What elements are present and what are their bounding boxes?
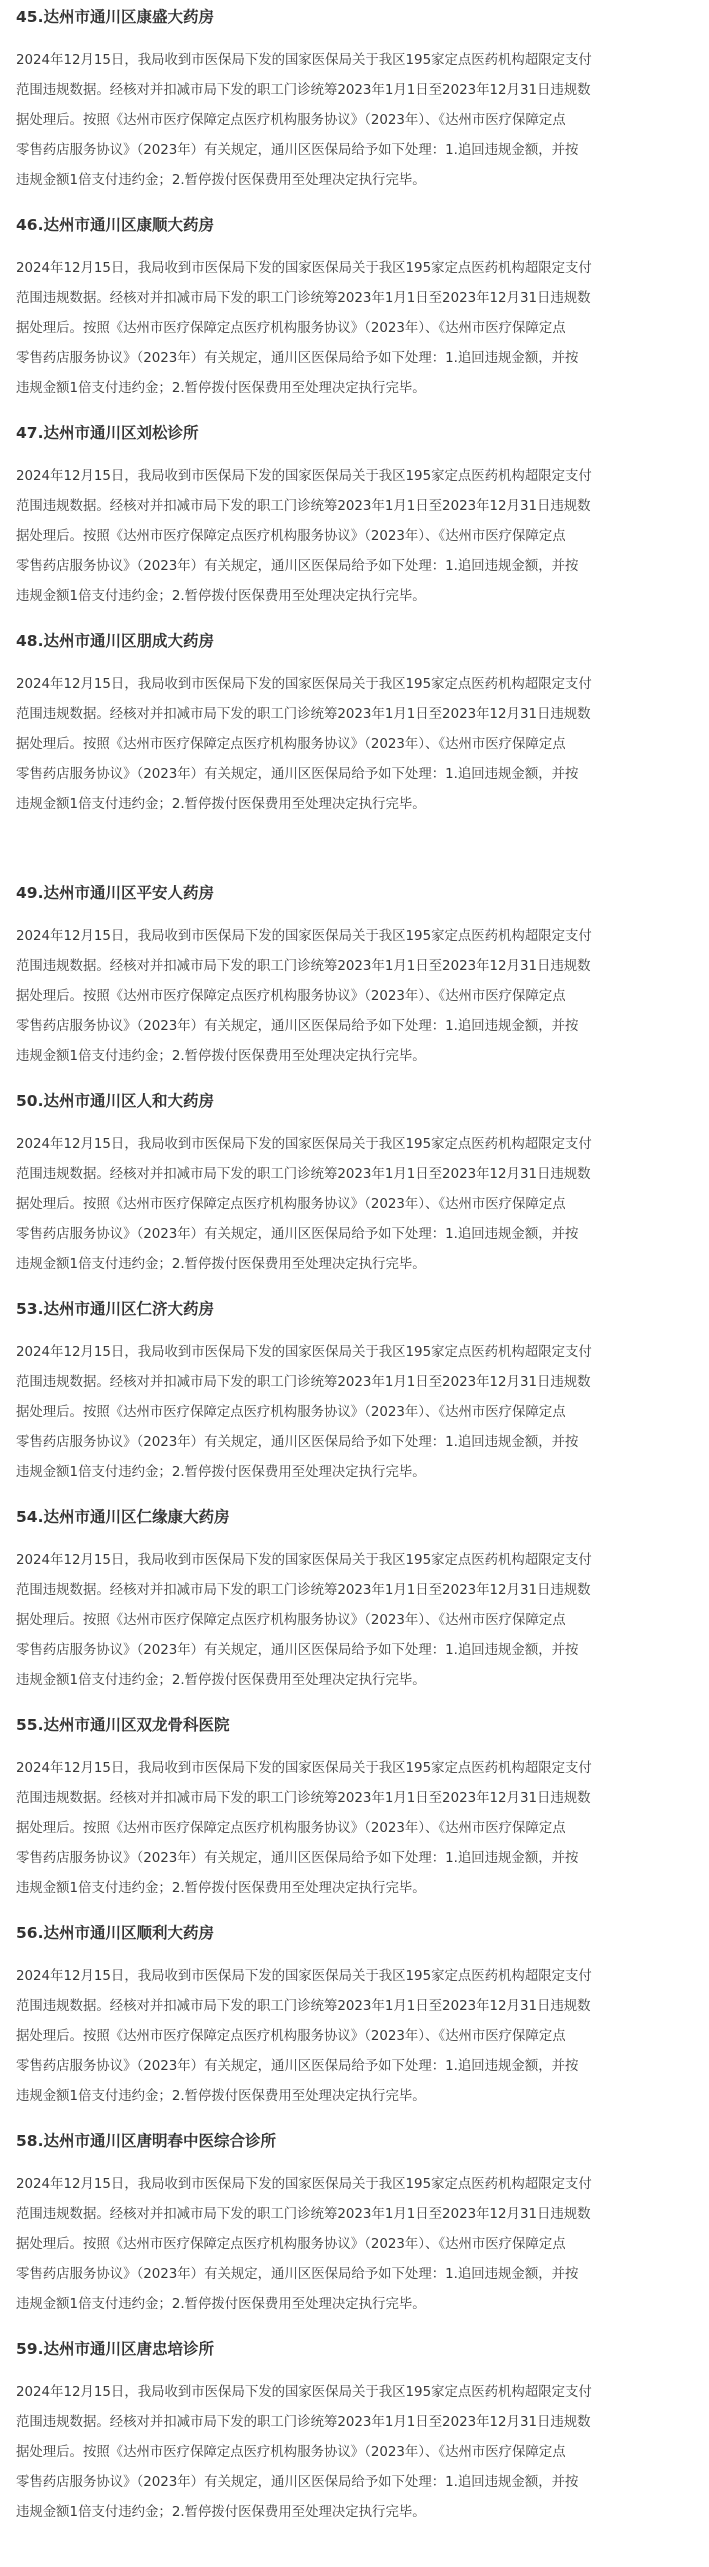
paragraph-line: 零售药店服务协议》（2023年）有关规定，通川区医保局给予如下处理：1.追回违规金额，并按 (16, 2475, 579, 2490)
paragraph-line: 违规金额1倍支付违约金；2.暂停拨付医保费用至处理决定执行完毕。 (16, 589, 426, 604)
paragraph-line: 零售药店服务协议》（2023年）有关规定，通川区医保局给予如下处理：1.追回违规金额，并按 (16, 1851, 579, 1866)
penalty-entry (16, 1500, 697, 1708)
paragraph-line: 范围违规数据。经核对并扣减市局下发的职工门诊统筹2023年1月1日至2023年12月31日违规数 (16, 291, 591, 306)
entry-gap (16, 612, 697, 624)
paragraph-line: 2024年12月15日，我局收到市医保局下发的国家医保局关于我区195家定点医药机构超限定支付 (16, 2385, 592, 2400)
entry-title: 48.达州市通川区朋成大药房 (16, 632, 214, 650)
penalty-entry (16, 1708, 697, 1916)
paragraph-line: 违规金额1倍支付违约金；2.暂停拨付医保费用至处理决定执行完毕。 (16, 1257, 426, 1272)
entry-paragraph (16, 1338, 697, 1488)
entry-title: 54.达州市通川区仁缘康大药房 (16, 1508, 230, 1526)
penalty-entry (16, 0, 697, 208)
paragraph-line: 零售药店服务协议》（2023年）有关规定，通川区医保局给予如下处理：1.追回违规金额，并按 (16, 2059, 579, 2074)
paragraph-line: 范围违规数据。经核对并扣减市局下发的职工门诊统筹2023年1月1日至2023年12月31日违规数 (16, 1375, 591, 1390)
entry-title: 50.达州市通川区人和大药房 (16, 1092, 214, 1110)
entry-title: 46.达州市通川区康顺大药房 (16, 216, 214, 234)
paragraph-line: 范围违规数据。经核对并扣减市局下发的职工门诊统筹2023年1月1日至2023年12月31日违规数 (16, 1999, 591, 2014)
entry-paragraph (16, 1962, 697, 2112)
paragraph-line: 据处理后。按照《达州市医疗保障定点医疗机构服务协议》（2023年）、《达州市医疗保障定点 (16, 113, 566, 128)
penalty-entry (16, 1084, 697, 1292)
entry-title: 49.达州市通川区平安人药房 (16, 884, 214, 902)
entry-paragraph (16, 1754, 697, 1904)
paragraph-line: 违规金额1倍支付违约金；2.暂停拨付医保费用至处理决定执行完毕。 (16, 1049, 426, 1064)
entry-paragraph (16, 2170, 697, 2320)
paragraph-line: 2024年12月15日，我局收到市医保局下发的国家医保局关于我区195家定点医药机构超限定支付 (16, 1553, 592, 1568)
entry-paragraph (16, 462, 697, 612)
paragraph-line: 据处理后。按照《达州市医疗保障定点医疗机构服务协议》（2023年）、《达州市医疗保障定点 (16, 1405, 566, 1420)
paragraph-line: 据处理后。按照《达州市医疗保障定点医疗机构服务协议》（2023年）、《达州市医疗保障定点 (16, 2029, 566, 2044)
paragraph-line: 2024年12月15日，我局收到市医保局下发的国家医保局关于我区195家定点医药机构超限定支付 (16, 1761, 592, 1776)
entry-paragraph (16, 1546, 697, 1696)
paragraph-line: 违规金额1倍支付违约金；2.暂停拨付医保费用至处理决定执行完毕。 (16, 1673, 426, 1688)
paragraph-line: 零售药店服务协议》（2023年）有关规定，通川区医保局给予如下处理：1.追回违规金额，并按 (16, 1435, 579, 1450)
penalty-entry (16, 416, 697, 624)
paragraph-line: 零售药店服务协议》（2023年）有关规定，通川区医保局给予如下处理：1.追回违规金额，并按 (16, 2267, 579, 2282)
paragraph-line: 2024年12月15日，我局收到市医保局下发的国家医保局关于我区195家定点医药机构超限定支付 (16, 2177, 592, 2192)
paragraph-line: 2024年12月15日，我局收到市医保局下发的国家医保局关于我区195家定点医药机构超限定支付 (16, 929, 592, 944)
entry-gap (16, 404, 697, 416)
entry-paragraph (16, 670, 697, 820)
entry-gap (16, 196, 697, 208)
penalty-entry (16, 876, 697, 1084)
paragraph-line: 2024年12月15日，我局收到市医保局下发的国家医保局关于我区195家定点医药机构超限定支付 (16, 469, 592, 484)
paragraph-line: 据处理后。按照《达州市医疗保障定点医疗机构服务协议》（2023年）、《达州市医疗保障定点 (16, 2237, 566, 2252)
paragraph-line: 据处理后。按照《达州市医疗保障定点医疗机构服务协议》（2023年）、《达州市医疗保障定点 (16, 989, 566, 1004)
paragraph-line: 违规金额1倍支付违约金；2.暂停拨付医保费用至处理决定执行完毕。 (16, 173, 426, 188)
entry-gap (16, 2320, 697, 2332)
paragraph-line: 范围违规数据。经核对并扣减市局下发的职工门诊统筹2023年1月1日至2023年12月31日违规数 (16, 2415, 591, 2430)
paragraph-line: 据处理后。按照《达州市医疗保障定点医疗机构服务协议》（2023年）、《达州市医疗保障定点 (16, 529, 566, 544)
paragraph-line: 2024年12月15日，我局收到市医保局下发的国家医保局关于我区195家定点医药机构超限定支付 (16, 677, 592, 692)
penalty-entry (16, 2332, 697, 2540)
entry-paragraph (16, 2378, 697, 2528)
paragraph-line: 违规金额1倍支付违约金；2.暂停拨付医保费用至处理决定执行完毕。 (16, 2297, 426, 2312)
paragraph-line: 2024年12月15日，我局收到市医保局下发的国家医保局关于我区195家定点医药机构超限定支付 (16, 53, 592, 68)
paragraph-line: 范围违规数据。经核对并扣减市局下发的职工门诊统筹2023年1月1日至2023年12月31日违规数 (16, 707, 591, 722)
entry-title: 58.达州市通川区唐明春中医综合诊所 (16, 2132, 276, 2150)
paragraph-line: 范围违规数据。经核对并扣减市局下发的职工门诊统筹2023年1月1日至2023年12月31日违规数 (16, 2207, 591, 2222)
paragraph-line: 零售药店服务协议》（2023年）有关规定，通川区医保局给予如下处理：1.追回违规金额，并按 (16, 351, 579, 366)
penalty-entry (16, 1292, 697, 1500)
paragraph-line: 2024年12月15日，我局收到市医保局下发的国家医保局关于我区195家定点医药机构超限定支付 (16, 1137, 592, 1152)
paragraph-line: 据处理后。按照《达州市医疗保障定点医疗机构服务协议》（2023年）、《达州市医疗保障定点 (16, 1197, 566, 1212)
penalty-entry (16, 1916, 697, 2124)
penalty-entry (16, 624, 697, 832)
penalty-entry (16, 208, 697, 416)
entry-title: 47.达州市通川区刘松诊所 (16, 424, 199, 442)
penalty-entry (16, 2124, 697, 2332)
paragraph-line: 零售药店服务协议》（2023年）有关规定，通川区医保局给予如下处理：1.追回违规金额，并按 (16, 1019, 579, 1034)
paragraph-line: 据处理后。按照《达州市医疗保障定点医疗机构服务协议》（2023年）、《达州市医疗保障定点 (16, 321, 566, 336)
entry-gap (16, 2528, 697, 2540)
paragraph-line: 违规金额1倍支付违约金；2.暂停拨付医保费用至处理决定执行完毕。 (16, 1465, 426, 1480)
paragraph-line: 违规金额1倍支付违约金；2.暂停拨付医保费用至处理决定执行完毕。 (16, 381, 426, 396)
paragraph-line: 范围违规数据。经核对并扣减市局下发的职工门诊统筹2023年1月1日至2023年12月31日违规数 (16, 83, 591, 98)
entry-paragraph (16, 922, 697, 1072)
entry-gap (16, 1488, 697, 1500)
paragraph-line: 范围违规数据。经核对并扣减市局下发的职工门诊统筹2023年1月1日至2023年12月31日违规数 (16, 959, 591, 974)
entry-paragraph (16, 1130, 697, 1280)
entry-title: 53.达州市通川区仁济大药房 (16, 1300, 214, 1318)
entry-gap (16, 820, 697, 832)
paragraph-line: 零售药店服务协议》（2023年）有关规定，通川区医保局给予如下处理：1.追回违规金额，并按 (16, 1643, 579, 1658)
paragraph-line: 零售药店服务协议》（2023年）有关规定，通川区医保局给予如下处理：1.追回违规金额，并按 (16, 767, 579, 782)
paragraph-line: 违规金额1倍支付违约金；2.暂停拨付医保费用至处理决定执行完毕。 (16, 2505, 426, 2520)
paragraph-line: 据处理后。按照《达州市医疗保障定点医疗机构服务协议》（2023年）、《达州市医疗保障定点 (16, 1613, 566, 1628)
entry-gap (16, 1904, 697, 1916)
entry-gap (16, 1280, 697, 1292)
paragraph-line: 违规金额1倍支付违约金；2.暂停拨付医保费用至处理决定执行完毕。 (16, 797, 426, 812)
entry-title: 45.达州市通川区康盛大药房 (16, 8, 214, 26)
paragraph-line: 2024年12月15日，我局收到市医保局下发的国家医保局关于我区195家定点医药机构超限定支付 (16, 1345, 592, 1360)
paragraph-line: 范围违规数据。经核对并扣减市局下发的职工门诊统筹2023年1月1日至2023年12月31日违规数 (16, 1583, 591, 1598)
paragraph-line: 据处理后。按照《达州市医疗保障定点医疗机构服务协议》（2023年）、《达州市医疗保障定点 (16, 1821, 566, 1836)
paragraph-line: 零售药店服务协议》（2023年）有关规定，通川区医保局给予如下处理：1.追回违规金额，并按 (16, 143, 579, 158)
entry-gap (16, 1072, 697, 1084)
paragraph-line: 据处理后。按照《达州市医疗保障定点医疗机构服务协议》（2023年）、《达州市医疗保障定点 (16, 737, 566, 752)
entry-paragraph (16, 254, 697, 404)
paragraph-line: 范围违规数据。经核对并扣减市局下发的职工门诊统筹2023年1月1日至2023年12月31日违规数 (16, 499, 591, 514)
section-spacer (16, 832, 697, 876)
paragraph-line: 2024年12月15日，我局收到市医保局下发的国家医保局关于我区195家定点医药机构超限定支付 (16, 1969, 592, 1984)
paragraph-line: 违规金额1倍支付违约金；2.暂停拨付医保费用至处理决定执行完毕。 (16, 1881, 426, 1896)
entry-title: 55.达州市通川区双龙骨科医院 (16, 1716, 230, 1734)
paragraph-line: 零售药店服务协议》（2023年）有关规定，通川区医保局给予如下处理：1.追回违规金额，并按 (16, 1227, 579, 1242)
entry-paragraph (16, 46, 697, 196)
paragraph-line: 据处理后。按照《达州市医疗保障定点医疗机构服务协议》（2023年）、《达州市医疗保障定点 (16, 2445, 566, 2460)
entry-title: 56.达州市通川区顺利大药房 (16, 1924, 214, 1942)
entry-title: 59.达州市通川区唐忠培诊所 (16, 2340, 214, 2358)
paragraph-line: 零售药店服务协议》（2023年）有关规定，通川区医保局给予如下处理：1.追回违规金额，并按 (16, 559, 579, 574)
paragraph-line: 2024年12月15日，我局收到市医保局下发的国家医保局关于我区195家定点医药机构超限定支付 (16, 261, 592, 276)
paragraph-line: 范围违规数据。经核对并扣减市局下发的职工门诊统筹2023年1月1日至2023年12月31日违规数 (16, 1167, 591, 1182)
entry-gap (16, 2112, 697, 2124)
paragraph-line: 范围违规数据。经核对并扣减市局下发的职工门诊统筹2023年1月1日至2023年12月31日违规数 (16, 1791, 591, 1806)
entry-gap (16, 1696, 697, 1708)
paragraph-line: 违规金额1倍支付违约金；2.暂停拨付医保费用至处理决定执行完毕。 (16, 2089, 426, 2104)
